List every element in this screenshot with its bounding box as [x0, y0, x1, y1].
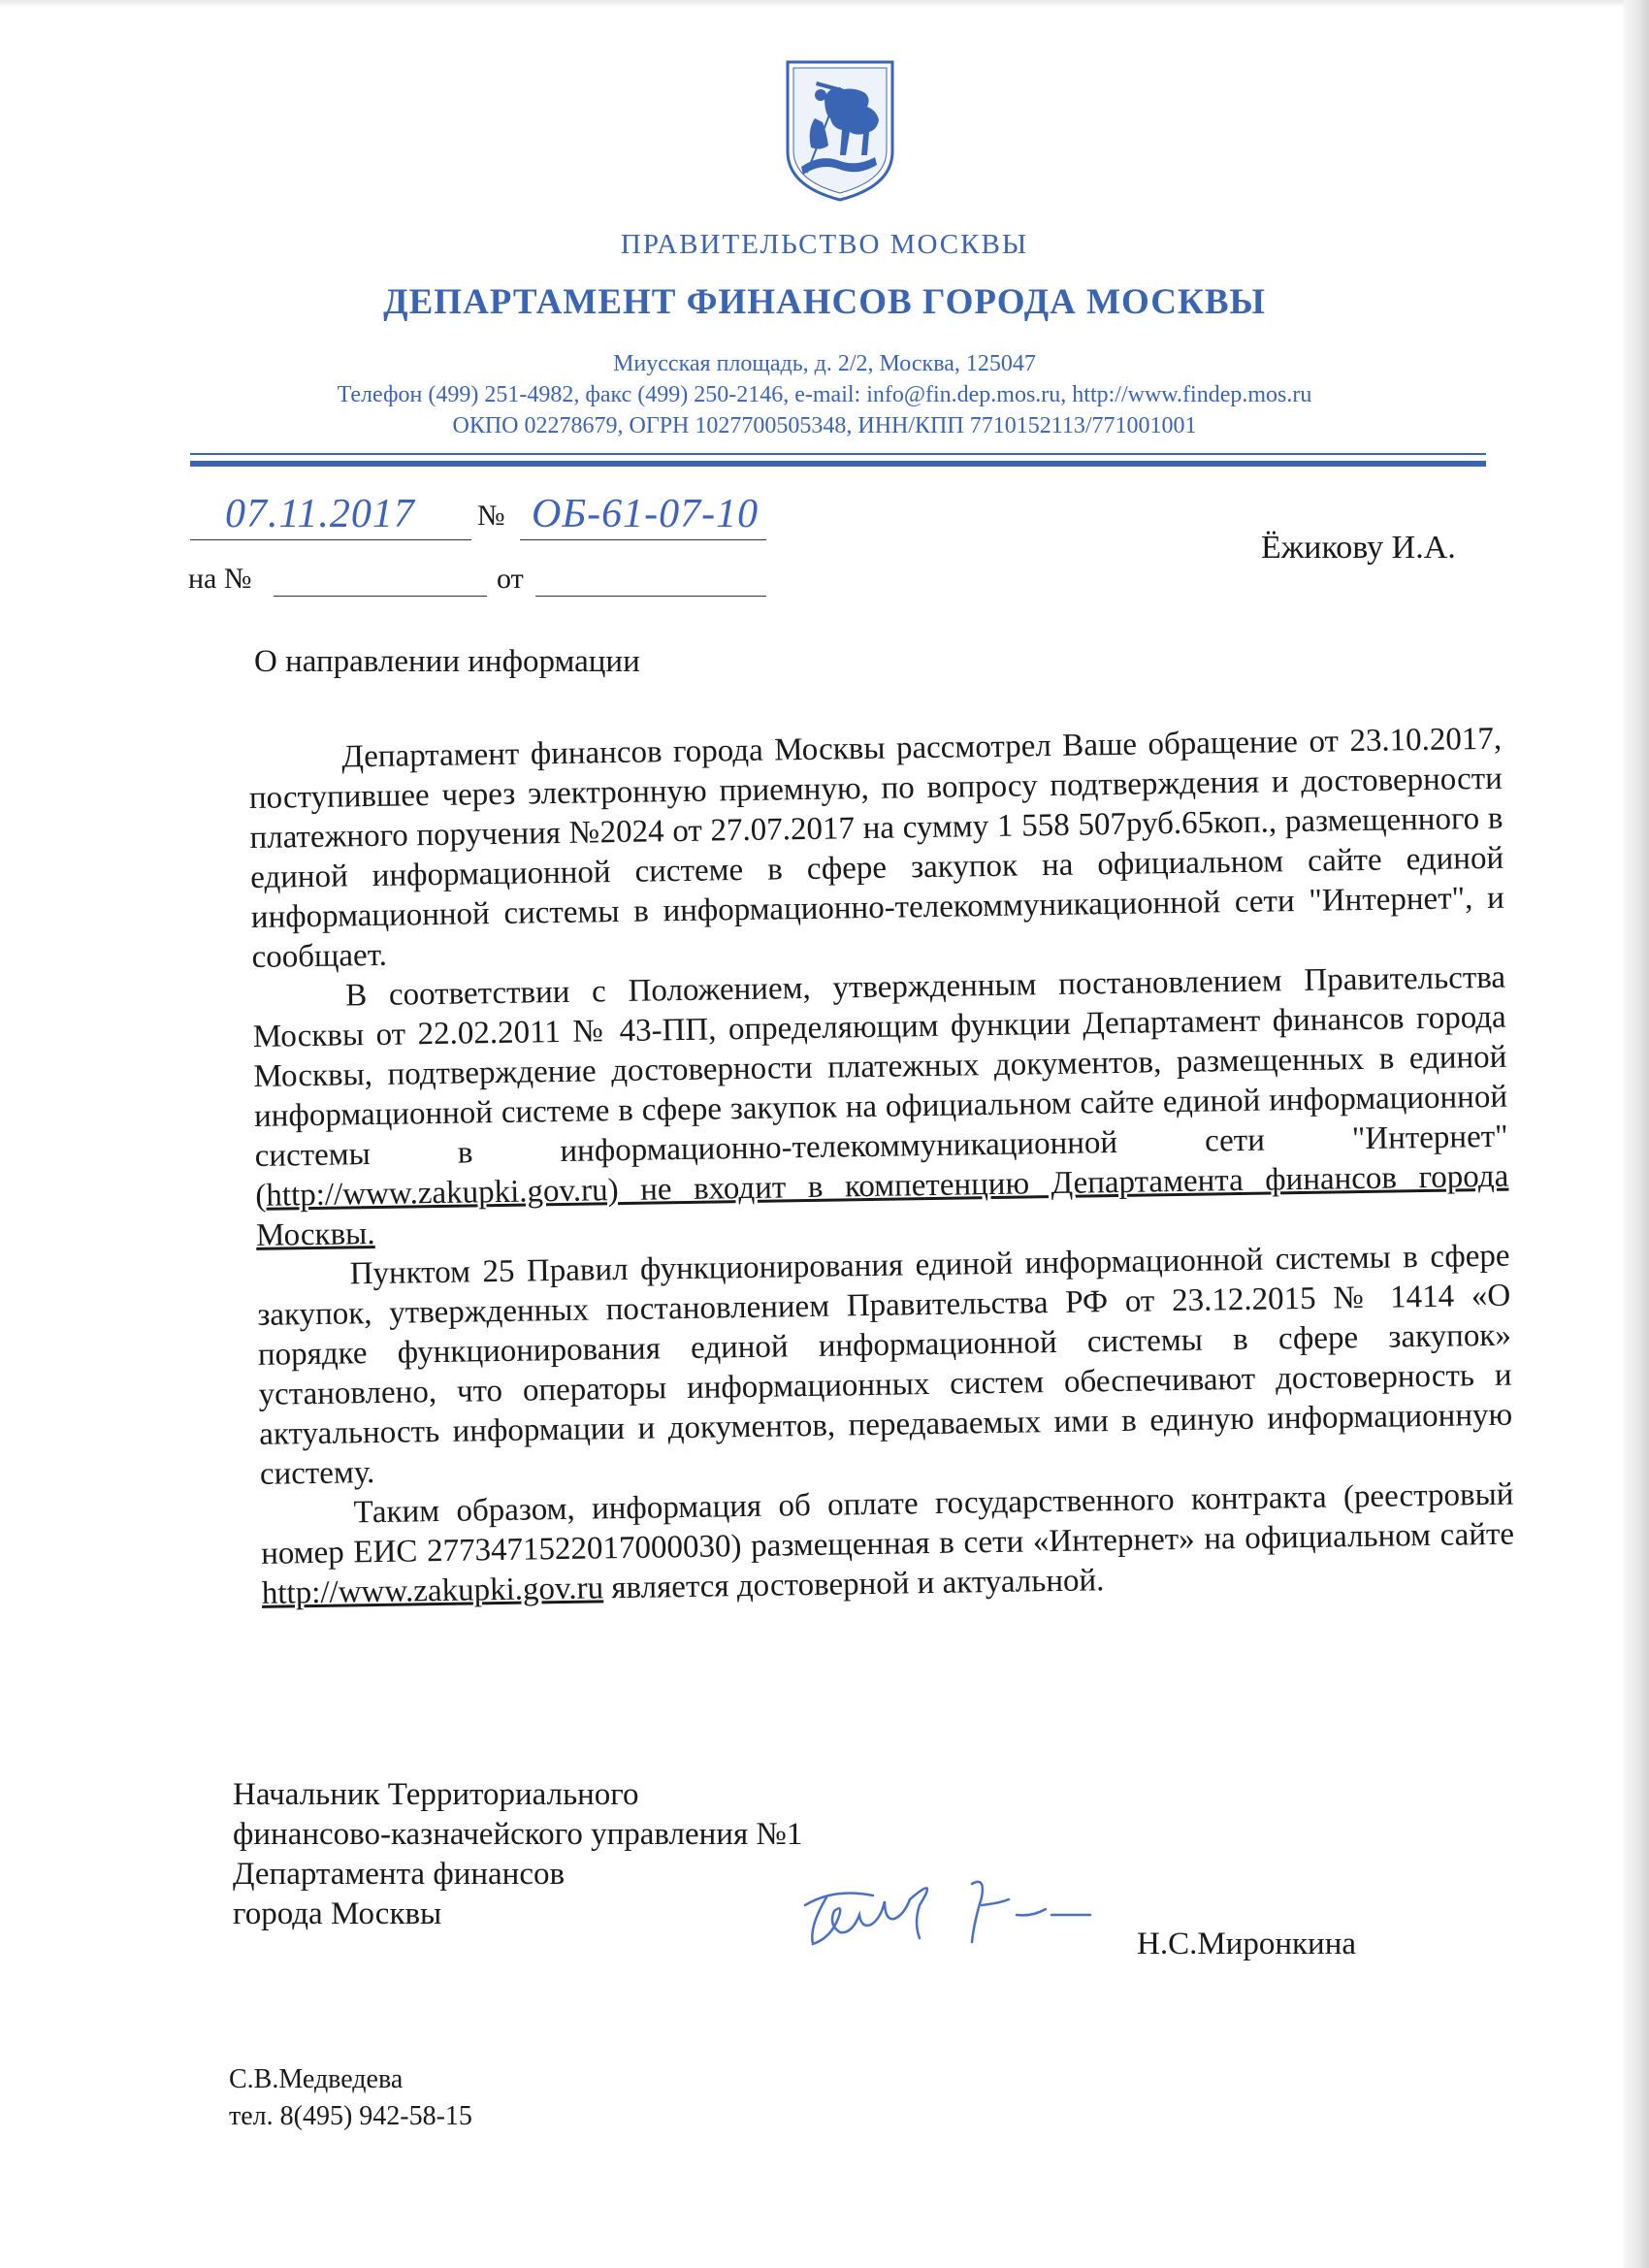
department-codes: ОКПО 02278679, ОГРН 1027700505348, ИНН/КПП 7710152113/771001001 [452, 413, 1197, 438]
reply-from-label: от [497, 563, 524, 595]
zakupki-link[interactable]: http://www.zakupki.gov.ru [261, 1571, 604, 1611]
signer-position-line-4: города Москвы [233, 1896, 442, 1931]
signer-position-line-2: финансово-казначейского управления №1 [233, 1817, 803, 1852]
body-paragraph-2-underlined: http://www.zakupki.gov.ru) не входит в компетенцию Департамента финансов города Москвы. [255, 1158, 1509, 1253]
letter-subject: О направлении информации [254, 644, 640, 679]
moscow-coat-of-arms-icon [782, 58, 898, 204]
body-paragraph-4 [260, 1475, 1515, 1614]
scan-top-edge [0, 0, 1649, 8]
department-title: ДЕПАРТАМЕНТ ФИНАНСОВ ГОРОДА МОСКВЫ [383, 282, 1266, 322]
government-title: ПРАВИТЕЛЬСТВО МОСКВЫ [620, 229, 1029, 260]
number-label: № [477, 500, 505, 532]
executor-phone: тел. 8(495) 942-58-15 [229, 2101, 472, 2131]
executor-name: С.В.Медведева [229, 2064, 404, 2094]
outgoing-number: ОБ-61-07-10 [532, 492, 760, 536]
letter-body [248, 720, 1515, 1614]
scan-right-edge [1624, 0, 1649, 2268]
reply-date-blank [535, 596, 766, 597]
date-underline [190, 539, 471, 540]
signer-name: Н.С.Миронкина [1137, 1927, 1357, 1961]
body-paragraph-4-end: является достоверной и актуальной. [602, 1563, 1105, 1606]
handwritten-signature [788, 1876, 1108, 1954]
letterhead-divider-thin [190, 453, 1486, 455]
addressee: Ёжикову И.А. [1261, 530, 1456, 566]
body-paragraph-4-text: Таким образом, информация об оплате государственного контракта (реестровый номер ЕИС 2773471522017000030) размещенная в сети «Интернет» на официальном сайте [260, 1476, 1515, 1571]
department-contacts: Телефон (499) 251-4982, факс (499) 250-2146, e-mail: info@fin.dep.mos.ru, http://www.findep.mos.ru [337, 382, 1312, 407]
signer-position [233, 1775, 802, 1934]
letterhead-divider-thick [190, 461, 1486, 467]
body-paragraph-2-text: В соответствии с Положением, утвержденным постановлением Правительства Москвы от 22.02.2011 № 43-ПП, определяющим функции Департамент финансов города Москвы, подтверждение достоверности платежных документов, размещенных в единой информационной системе в сфере закупок на официальном сайте единой информационной системы в информационно-телекоммуникационной сети "Интернет" ( [252, 959, 1508, 1214]
reply-number-blank [274, 596, 487, 597]
outgoing-date: 07.11.2017 [225, 492, 415, 536]
signer-position-line-1: Начальник Территориального [233, 1777, 639, 1812]
number-underline [520, 539, 766, 540]
body-paragraph-1: Департамент финансов города Москвы рассмотрел Ваше обращение от 23.10.2017, поступившее через электронную приемную, по вопросу подтверждения и достоверности платежного поручения №2024 от 27.07.2017 на сумму 1 558 507руб.65коп., размещенного в единой информационной системе в сфере закупок на официальном сайте единой информационной системы в информационно-телекоммуникационной сети "Интернет", и сообщает. [248, 721, 1505, 975]
body-paragraph-3: Пунктом 25 Правил функционирования единой информационной системы в сфере закупок, утвержденных постановлением Правительства РФ от 23.12.2015 № 1414 «О порядке функционирования единой информационной системы в сфере закупок» установлено, что операторы информационных систем обеспечивают достоверность и актуальность информации и документов, передаваемых ими в единую информационную систему. [257, 1238, 1513, 1492]
department-address: Миусская площадь, д. 2/2, Москва, 125047 [613, 351, 1036, 376]
body-paragraph-2 [252, 958, 1509, 1256]
reply-number-label: на № [188, 563, 252, 595]
signer-position-line-3: Департамента финансов [233, 1857, 566, 1892]
